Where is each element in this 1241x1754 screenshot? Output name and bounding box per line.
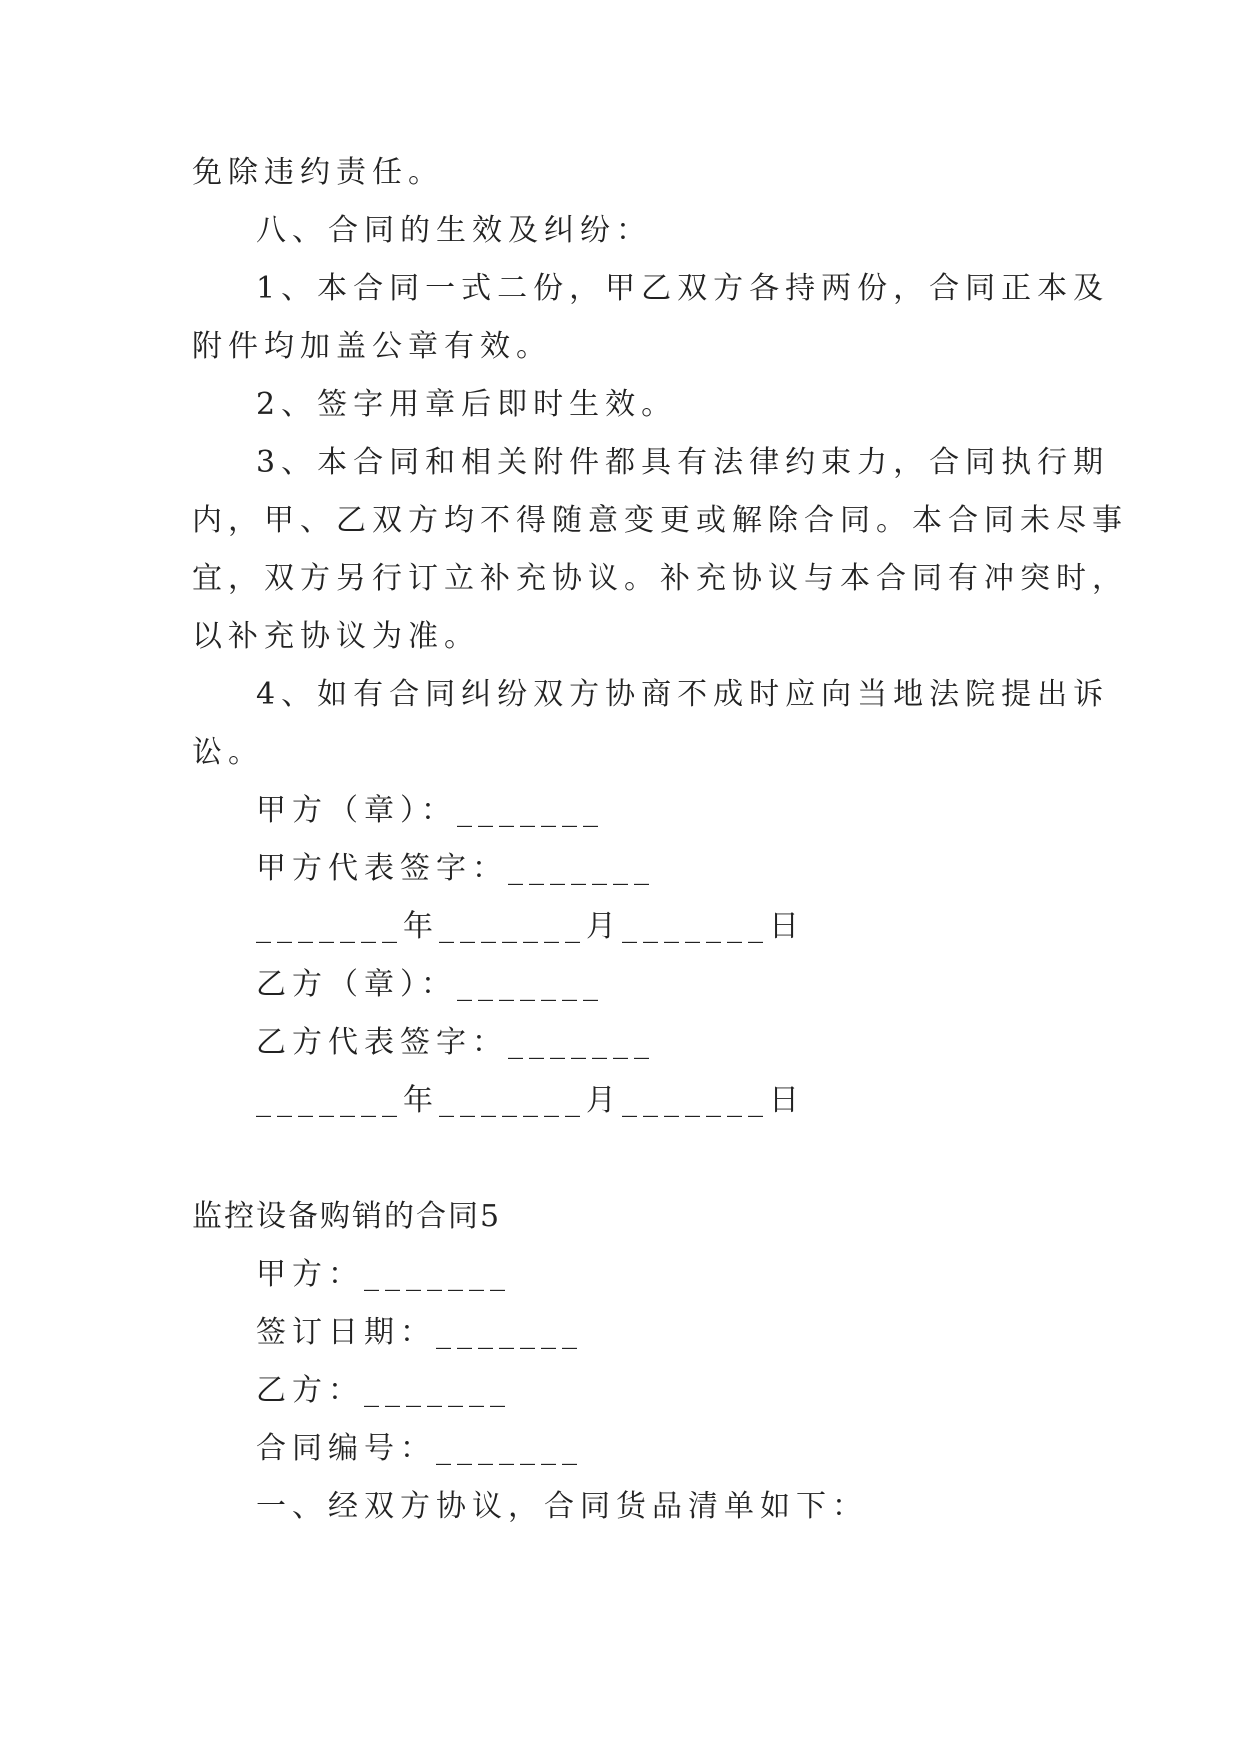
clause-4-line-2: 讼。	[192, 735, 264, 770]
party-a-representative-signature-field: 甲方代表签字：_______	[256, 851, 655, 886]
clause-1-line-1: 1、本合同一式二份，甲乙双方各持两份，合同正本及	[256, 271, 1110, 306]
party-b-date-field: _______年_______月_______日	[256, 1083, 805, 1118]
clause-3-line-1: 3、本合同和相关附件都具有法律约束力，合同执行期	[256, 445, 1110, 480]
section-one-goods-list-heading: 一、经双方协议，合同货品清单如下：	[256, 1489, 868, 1524]
clause-4-line-1: 4、如有合同纠纷双方协商不成时应向当地法院提出诉	[256, 677, 1110, 712]
party-a-seal-field: 甲方（章）：_______	[256, 793, 604, 828]
text-line-liability-end: 免除违约责任。	[192, 155, 444, 190]
signing-date-field: 签订日期：_______	[256, 1315, 583, 1350]
party-b-field: 乙方：_______	[256, 1373, 511, 1408]
party-b-seal-field: 乙方（章）：_______	[256, 967, 604, 1002]
clause-2: 2、签字用章后即时生效。	[256, 387, 678, 422]
clause-3-line-2: 内，甲、乙双方均不得随意变更或解除合同。本合同未尽事	[192, 503, 1128, 538]
clause-1-line-2: 附件均加盖公章有效。	[192, 329, 552, 364]
party-a-date-field: _______年_______月_______日	[256, 909, 805, 944]
party-a-field: 甲方：_______	[256, 1257, 511, 1292]
contract-number-field: 合同编号：_______	[256, 1431, 583, 1466]
clause-3-line-3: 宜，双方另行订立补充协议。补充协议与本合同有冲突时，	[192, 561, 1128, 596]
contract-title: 监控设备购销的合同5	[192, 1199, 502, 1234]
section-heading-effect-disputes: 八、合同的生效及纠纷：	[256, 213, 652, 248]
party-b-representative-signature-field: 乙方代表签字：_______	[256, 1025, 655, 1060]
clause-3-line-4: 以补充协议为准。	[192, 619, 480, 654]
